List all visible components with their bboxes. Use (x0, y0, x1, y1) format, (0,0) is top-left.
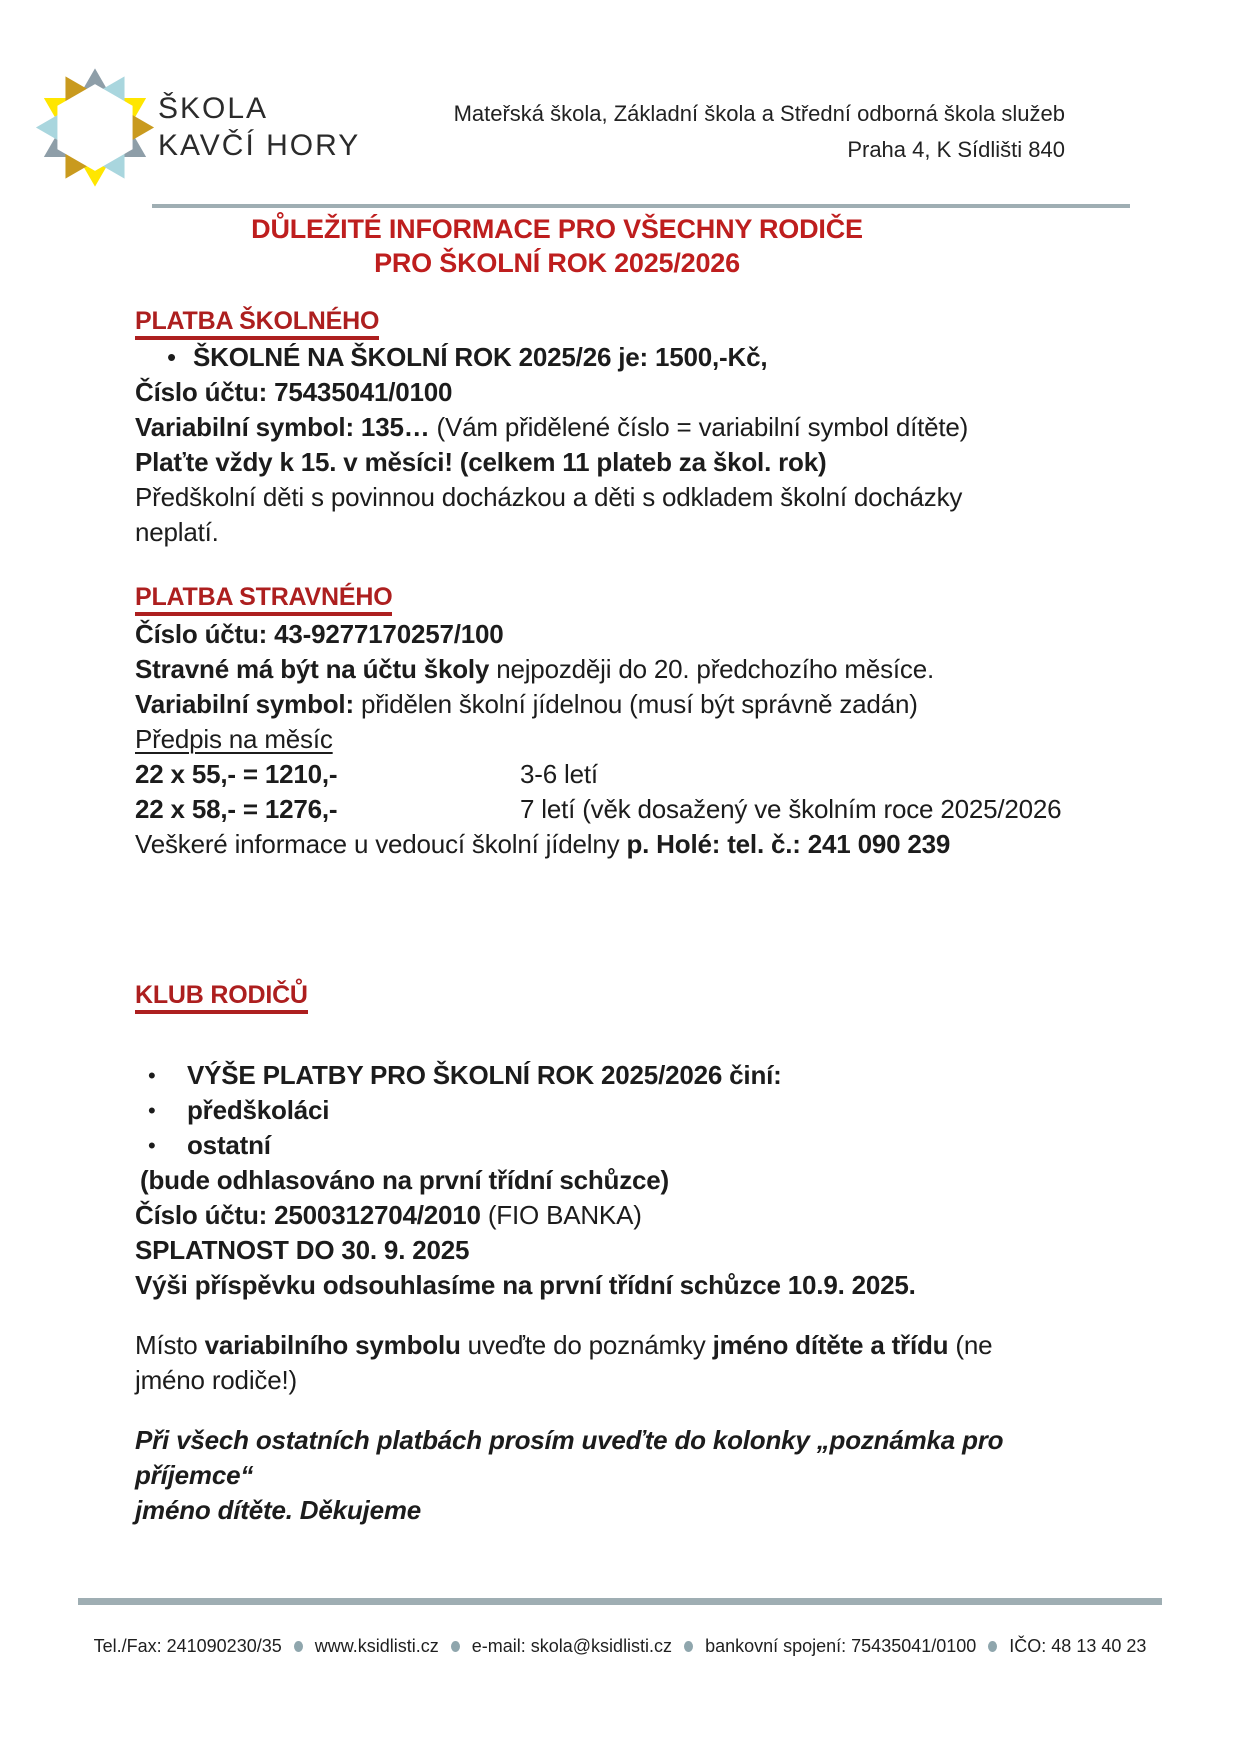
klub-bullet-list (135, 1058, 1110, 1163)
vs-note-bold2: jméno dítěte a třídu (712, 1330, 949, 1360)
italic-note-line2: jméno dítěte. Děkujeme (135, 1495, 422, 1525)
klub-bullet-row (135, 1128, 1110, 1163)
skolne-vs-bold: Variabilní symbol: 135… (135, 412, 430, 442)
stravne-price-row1 (135, 757, 1110, 792)
skolne-pay-bold: Plaťte vždy k 15. v měsíci! (celkem 11 plateb za škol. rok) (135, 447, 827, 477)
stravne-predpis-line (135, 722, 1110, 757)
vs-note-text: jméno rodiče!) (135, 1365, 297, 1395)
bullet-icon: • (148, 1133, 156, 1158)
stravne-info-line (135, 827, 1110, 862)
document-title-line1: DŮLEŽITÉ INFORMACE PRO VŠECHNY RODIČE (251, 214, 863, 244)
stravne-account: Číslo účtu: 43-9277170257/100 (135, 619, 504, 649)
klub-bullet-row (135, 1093, 1110, 1128)
organization-address: Praha 4, K Sídlišti 840 (847, 137, 1065, 162)
klub-approve-line (135, 1268, 1110, 1303)
header-divider (152, 204, 1130, 208)
school-logo-star-icon (35, 60, 155, 195)
footer-contact-bar (0, 1636, 1240, 1657)
skolne-vs-rest: (Vám přidělené číslo = variabilní symbol dítěte) (429, 412, 969, 442)
stravne-info-normal: Veškeré informace u vedoucí školní jídelny (135, 829, 627, 859)
dot-separator-icon (684, 1641, 693, 1652)
dot-separator-icon (294, 1641, 303, 1652)
skolne-vs-line (135, 410, 1110, 445)
vs-note-text: uveďte do poznámky (460, 1330, 713, 1360)
klub-bullet-row (135, 1058, 1110, 1093)
vs-note-paragraph (135, 1328, 1110, 1398)
skolne-bullet-row (135, 340, 1110, 375)
skolne-account-line (135, 375, 1110, 410)
footer-email: e-mail: skola@ksidlisti.cz (471, 1636, 673, 1656)
italic-note-line1: Při všech ostatních platbách prosím uveďte do kolonky „poznámka pro příjemce“ (135, 1425, 1004, 1490)
skolne-note-line2: neplatí. (135, 517, 219, 547)
price-row1-age: 3-6 letí (520, 759, 598, 789)
footer-divider (78, 1598, 1162, 1605)
stravne-line2-bold: Variabilní symbol: (135, 689, 354, 719)
klub-due-line (135, 1233, 1110, 1268)
stravne-line1 (135, 652, 1110, 687)
document-body (135, 212, 1110, 1528)
skolne-note-line1: Předškolní děti s povinnou docházkou a děti s odkladem školní docházky (135, 482, 963, 512)
section-heading-skolne: PLATBA ŠKOLNÉHO (135, 306, 379, 340)
footer-website: www.ksidlisti.cz (314, 1636, 439, 1656)
price-row1-amount: 22 x 55,- = 1210,- (135, 759, 338, 789)
klub-note: (bude odhlasováno na první třídní schůzce) (140, 1165, 669, 1195)
document-title-line2: PRO ŠKOLNÍ ROK 2025/2026 (374, 248, 740, 278)
school-name (158, 90, 360, 164)
school-name-line2: KAVČÍ HORY (158, 129, 361, 162)
organization-name: Mateřská škola, Základní škola a Střední odborná škola služeb (453, 101, 1065, 126)
vs-note-text: (ne (948, 1330, 993, 1360)
skolne-pay-line (135, 445, 1110, 480)
stravne-predpis: Předpis na měsíc (135, 724, 333, 754)
price-row2-amount: 22 x 58,- = 1276,- (135, 794, 338, 824)
skolne-amount: ŠKOLNÉ NA ŠKOLNÍ ROK 2025/26 je: 1500,-Kč, (193, 342, 768, 372)
vs-note-bold1: variabilního symbolu (204, 1330, 461, 1360)
footer-bank: bankovní spojení: 75435041/0100 (705, 1636, 977, 1656)
klub-account: Číslo účtu: 2500312704/2010 (135, 1200, 481, 1230)
school-name-line1: ŠKOLA (158, 92, 269, 125)
section-heading-stravne: PLATBA STRAVNÉHO (135, 582, 392, 616)
italic-note-paragraph (135, 1423, 1110, 1528)
stravne-line1-rest: nejpozději do 20. předchozího měsíce. (489, 654, 934, 684)
organization-header (454, 96, 1065, 168)
document-title (135, 212, 979, 280)
bullet-icon: • (148, 1098, 156, 1123)
klub-bullet-text: předškoláci (187, 1095, 330, 1125)
stravne-info-contact: p. Holé: tel. č.: 241 090 239 (626, 829, 951, 859)
klub-note-line (135, 1163, 1110, 1198)
dot-separator-icon (988, 1641, 997, 1652)
vs-note-text: Místo (135, 1330, 205, 1360)
section-heading-klub: KLUB RODIČŮ (135, 980, 308, 1014)
klub-bullet-text: VÝŠE PLATBY PRO ŠKOLNÍ ROK 2025/2026 činí: (187, 1060, 782, 1090)
footer-ico: IČO: 48 13 40 23 (1009, 1636, 1147, 1656)
stravne-line1-bold: Stravné má být na účtu školy (135, 654, 490, 684)
stravne-account-line (135, 617, 1110, 652)
bullet-icon: • (167, 342, 176, 372)
stravne-line2 (135, 687, 1110, 722)
bullet-icon: • (148, 1063, 156, 1088)
klub-approve: Výši příspěvku odsouhlasíme na první třídní schůzce 10.9. 2025. (135, 1270, 916, 1300)
stravne-line2-rest: přidělen školní jídelnou (musí být správně zadán) (353, 689, 918, 719)
skolne-account: Číslo účtu: 75435041/0100 (135, 377, 453, 407)
stravne-price-row2 (135, 792, 1110, 827)
klub-account-bank: (FIO BANKA) (480, 1200, 642, 1230)
klub-account-line (135, 1198, 1110, 1233)
dot-separator-icon (451, 1641, 460, 1652)
klub-bullet-text: ostatní (187, 1130, 271, 1160)
klub-due: SPLATNOST DO 30. 9. 2025 (135, 1235, 470, 1265)
price-row2-age: 7 letí (věk dosažený ve školním roce 2025/2026 (520, 794, 1062, 824)
footer-telfax: Tel./Fax: 241090230/35 (93, 1636, 282, 1656)
